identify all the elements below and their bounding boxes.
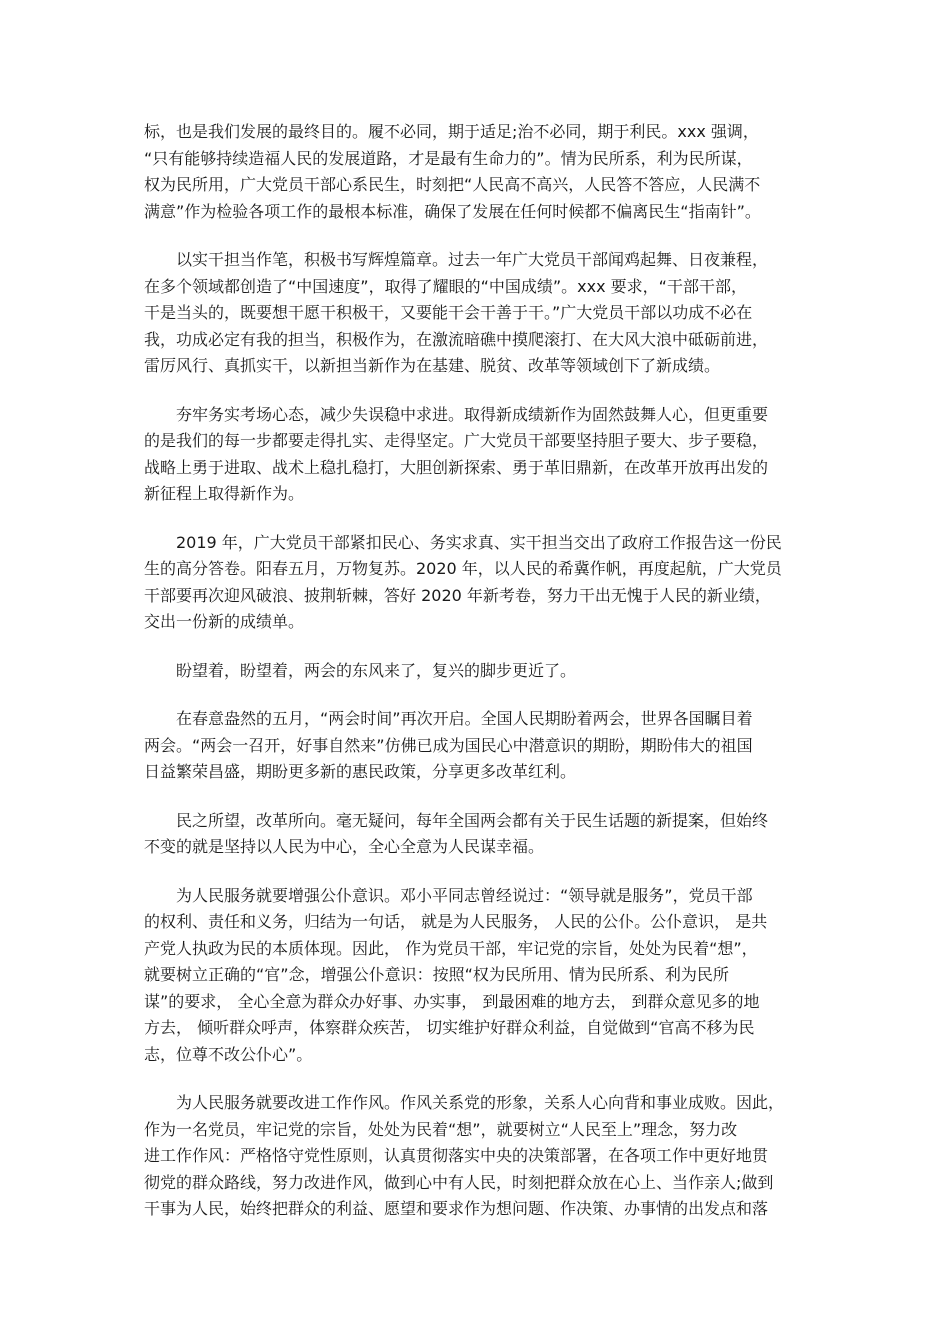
text-line: 不变的就是坚持以人民为中心，全心全意为人民谋幸福。: [144, 837, 545, 856]
text-line: 为人民服务就要改进工作作风。作风关系党的形象，关系人心向背和事业成败。因此，: [176, 1093, 785, 1112]
paragraph: [144, 706, 806, 786]
text-line: 彻党的群众路线，努力改进作风，做到心中有人民，时刻把群众放在心上、当作亲人;做到: [144, 1172, 774, 1192]
paragraph: [144, 119, 806, 225]
text-line: 在春意盎然的五月，“两会时间”再次开启。全国人民期盼着两会，世界各国瞩目着: [176, 709, 753, 728]
text-line: 就要树立正确的“官”念，增强公仆意识：按照“权为民所用、情为民所系、利为民所: [144, 965, 729, 984]
text-line: 雷厉风行、真抓实干，以新担当新作为在基建、脱贫、改革等领域创下了新成绩。: [144, 356, 721, 375]
text-line: 产党人执政为民的本质体现。因此， 作为党员干部，牢记党的宗旨，处处为民着“想”，: [144, 938, 758, 958]
text-line: 的权利、责任和义务，归结为一句话， 就是为人民服务， 人民的公仆。公仆意识， 是共: [144, 912, 768, 931]
text-line: 民之所望，改革所向。毫无疑问，每年全国两会都有关于民生话题的新提案，但始终: [176, 810, 769, 830]
text-line: 交出一份新的成绩单。: [144, 612, 305, 631]
paragraph: [144, 658, 806, 685]
text-line: 干是当头的，既要想干愿干积极干，又要能干会干善于干。”广大党员干部以功成不必在: [144, 303, 753, 322]
text-line: 在多个领域都创造了“中国速度”，取得了耀眼的“中国成绩”。xxx 要求，“干部干部，: [144, 276, 747, 296]
text-line: 战略上勇于进取、战术上稳扎稳打，大胆创新探索、勇于革旧鼎新，在改革开放再出发的: [144, 457, 769, 477]
text-line: 作为一名党员，牢记党的宗旨，处处为民着“想”，就要树立“人民至上”理念，努力改: [144, 1119, 738, 1139]
paragraph: [144, 247, 806, 380]
text-line: 干部要再次迎风破浪、披荆斩棘，答好 2020 年新考卷，努力干出无愧于人民的新业绩，: [144, 585, 771, 605]
text-line: 谋”的要求， 全心全意为群众办好事、办实事， 到最困难的地方去， 到群众意见多的地: [144, 991, 760, 1011]
text-line: 以实干担当作笔，积极书写辉煌篇章。过去一年广大党员干部闻鸡起舞、日夜兼程，: [176, 250, 769, 269]
paragraph: [144, 530, 806, 636]
text-line: 干事为人民，始终把群众的利益、愿望和要求作为想问题、作决策、办事情的出发点和落: [144, 1199, 769, 1218]
text-line: 志，位尊不改公仆心”。: [144, 1044, 313, 1064]
text-line: 夯牢务实考场心态，减少失误稳中求进。取得新成绩新作为固然鼓舞人心，但更重要: [176, 404, 769, 424]
text-line: 满意”作为检验各项工作的最根本标准，确保了发展在任何时候都不偏离民生“指南针”。: [144, 201, 761, 221]
text-line: 为人民服务就要增强公仆意识。邓小平同志曾经说过：“领导就是服务”，党员干部: [176, 885, 753, 905]
document-body: [144, 119, 806, 1245]
text-line: 方去， 倾听群众呼声，体察群众疾苦， 切实维护好群众利益，自觉做到“官高不移为民: [144, 1018, 755, 1037]
text-line: 标，也是我们发展的最终目的。履不必同，期于适足;治不必同，期于利民。xxx 强调，: [144, 122, 759, 141]
text-line: 我，功成必定有我的担当，积极作为，在激流暗礁中摸爬滚打、在大风大浪中砥砺前进，: [144, 329, 769, 349]
text-line: 2019 年，广大党员干部紧扣民心、务实求真、实干担当交出了政府工作报告这一份民: [176, 532, 782, 552]
paragraph: [144, 808, 806, 861]
text-line: 盼望着，盼望着，两会的东风来了，复兴的脚步更近了。: [176, 660, 577, 680]
paragraph: [144, 1090, 806, 1223]
text-line: 权为民所用，广大党员干部心系民生，时刻把“人民高不高兴，人民答不答应，人民满不: [144, 175, 761, 194]
paragraph: [144, 402, 806, 508]
text-line: 新征程上取得新作为。: [144, 484, 305, 503]
text-line: 日益繁荣昌盛，期盼更多新的惠民政策，分享更多改革红利。: [144, 762, 577, 781]
text-line: “只有能够持续造福人民的发展道路，才是最有生命力的”。情为民所系，利为民所谋，: [144, 148, 753, 168]
text-line: 生的高分答卷。阳春五月，万物复苏。2020 年，以人民的希冀作帆，再度起航，广大党员: [144, 559, 782, 578]
paragraph: [144, 883, 806, 1069]
text-line: 的是我们的每一步都要走得扎实、走得坚定。广大党员干部要坚持胆子要大、步子要稳，: [144, 431, 769, 450]
text-line: 进工作作风：严格恪守党性原则，认真贯彻落实中央的决策部署，在各项工作中更好地贯: [144, 1146, 769, 1165]
text-line: 两会。“两会一召开，好事自然来”仿佛已成为国民心中潜意识的期盼，期盼伟大的祖国: [144, 735, 753, 755]
